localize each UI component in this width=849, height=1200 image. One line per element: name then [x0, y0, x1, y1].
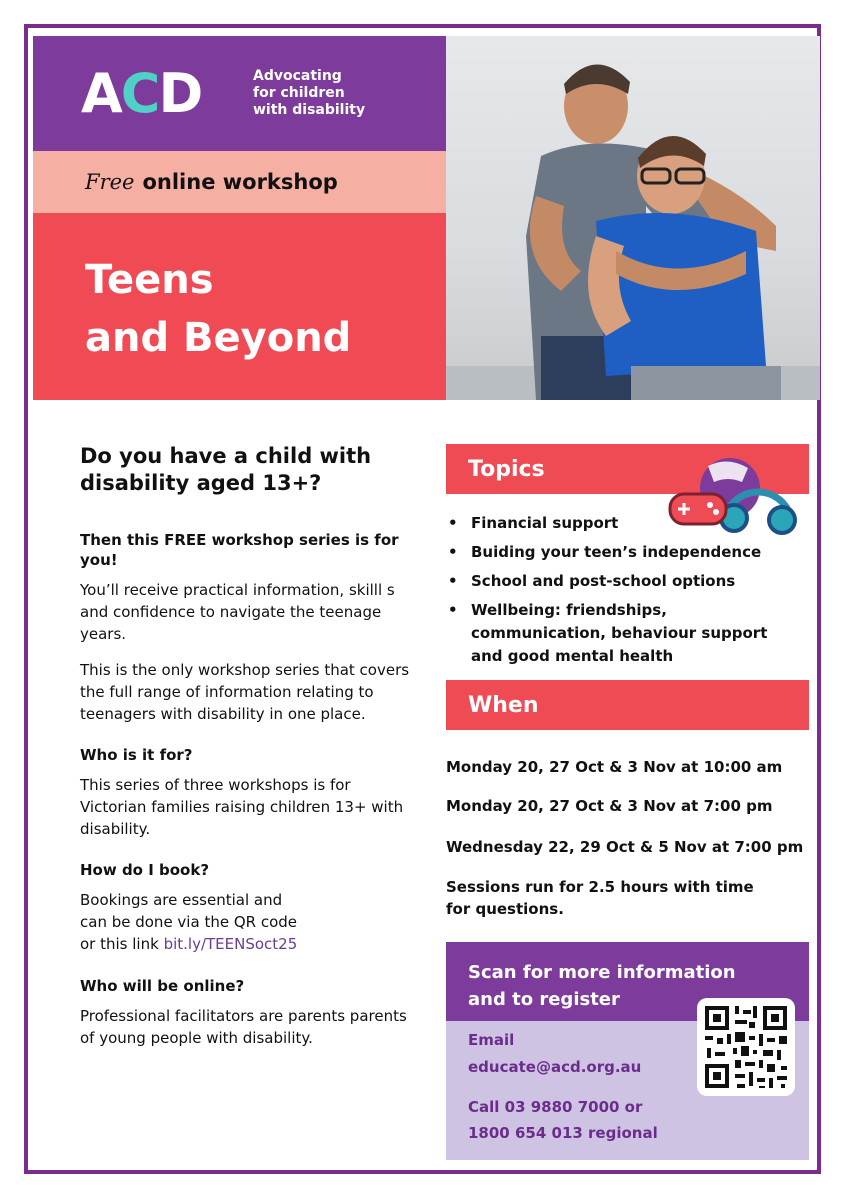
- tagline-line-1: Advocating: [253, 68, 342, 84]
- booking-link[interactable]: bit.ly/TEENSoct25: [163, 935, 298, 953]
- booking-text: [80, 889, 420, 955]
- scan-heading-line-1: Scan for more information: [468, 962, 736, 983]
- workshop-type-band: [33, 151, 446, 213]
- intro-paragraph-1: You’ll receive practical information, skilll s and confidence to navigate the teenage years.: [80, 581, 395, 643]
- logo-banner: [33, 36, 446, 151]
- page-title: [85, 251, 351, 367]
- intro-question: Do you have a child with disability aged 13+?: [80, 444, 372, 495]
- sessions-note: Sessions run for 2.5 hours with time for questions.: [446, 878, 754, 918]
- session-3: Wednesday 22, 29 Oct & 5 Nov at 7:00 pm: [446, 838, 804, 856]
- tagline-line-3: with disability: [253, 102, 366, 118]
- topic-item: • School and post-school options: [446, 570, 806, 593]
- hero-illustration: [446, 36, 820, 400]
- free-label: Free: [85, 170, 135, 194]
- topics-heading: Topics: [468, 456, 545, 482]
- email-address[interactable]: educate@acd.org.au: [468, 1058, 642, 1076]
- scan-heading-line-2: and to register: [468, 989, 620, 1010]
- title-line-1: Teens: [85, 257, 214, 303]
- who-for-text: This series of three workshops is for Victorian families raising children 13+ with disability.: [80, 776, 404, 838]
- email-label: Email: [468, 1031, 515, 1049]
- who-for-heading: Who is it for?: [80, 746, 193, 764]
- when-heading: When: [468, 692, 539, 718]
- hero-photo: [446, 36, 820, 400]
- qr-code[interactable]: [697, 998, 795, 1096]
- left-column: [80, 443, 420, 1049]
- intro-subheading: Then this FREE workshop series is for you!: [80, 531, 399, 569]
- online-text: Professional facilitators are parents parents of young people with disability.: [80, 1007, 407, 1047]
- session-1: Monday 20, 27 Oct & 3 Nov at 10:00 am: [446, 758, 783, 776]
- acd-logo: [81, 62, 202, 125]
- session-2: Monday 20, 27 Oct & 3 Nov at 7:00 pm: [446, 797, 773, 815]
- booking-line-3: or this link: [80, 935, 164, 953]
- qr-code-graphic: [697, 998, 795, 1096]
- booking-line-2: can be done via the QR code: [80, 913, 297, 931]
- topic-item: • Wellbeing: friendships, communication, behaviour support and good mental health: [446, 599, 791, 668]
- tagline-line-2: for children: [253, 85, 345, 101]
- phone-line-2: 1800 654 013 regional: [468, 1124, 658, 1142]
- booking-line-1: Bookings are essential and: [80, 891, 283, 909]
- workshop-label: online workshop: [142, 170, 338, 194]
- topic-item: • Financial support: [446, 512, 806, 535]
- title-line-2: and Beyond: [85, 315, 352, 361]
- logo-text: ACD: [81, 62, 202, 125]
- phone-line-1: Call 03 9880 7000 or: [468, 1098, 643, 1116]
- intro-paragraph-2: This is the only workshop series that covers the full range of information relating to teenagers with disability in one place.: [80, 661, 410, 723]
- online-heading: Who will be online?: [80, 977, 245, 995]
- booking-heading: How do I book?: [80, 861, 210, 879]
- topics-list: [446, 512, 806, 674]
- when-heading-bar: [446, 680, 809, 730]
- title-block: [33, 213, 446, 400]
- topic-item: • Buiding your teen’s independence: [446, 541, 806, 564]
- logo-tagline: [253, 68, 365, 119]
